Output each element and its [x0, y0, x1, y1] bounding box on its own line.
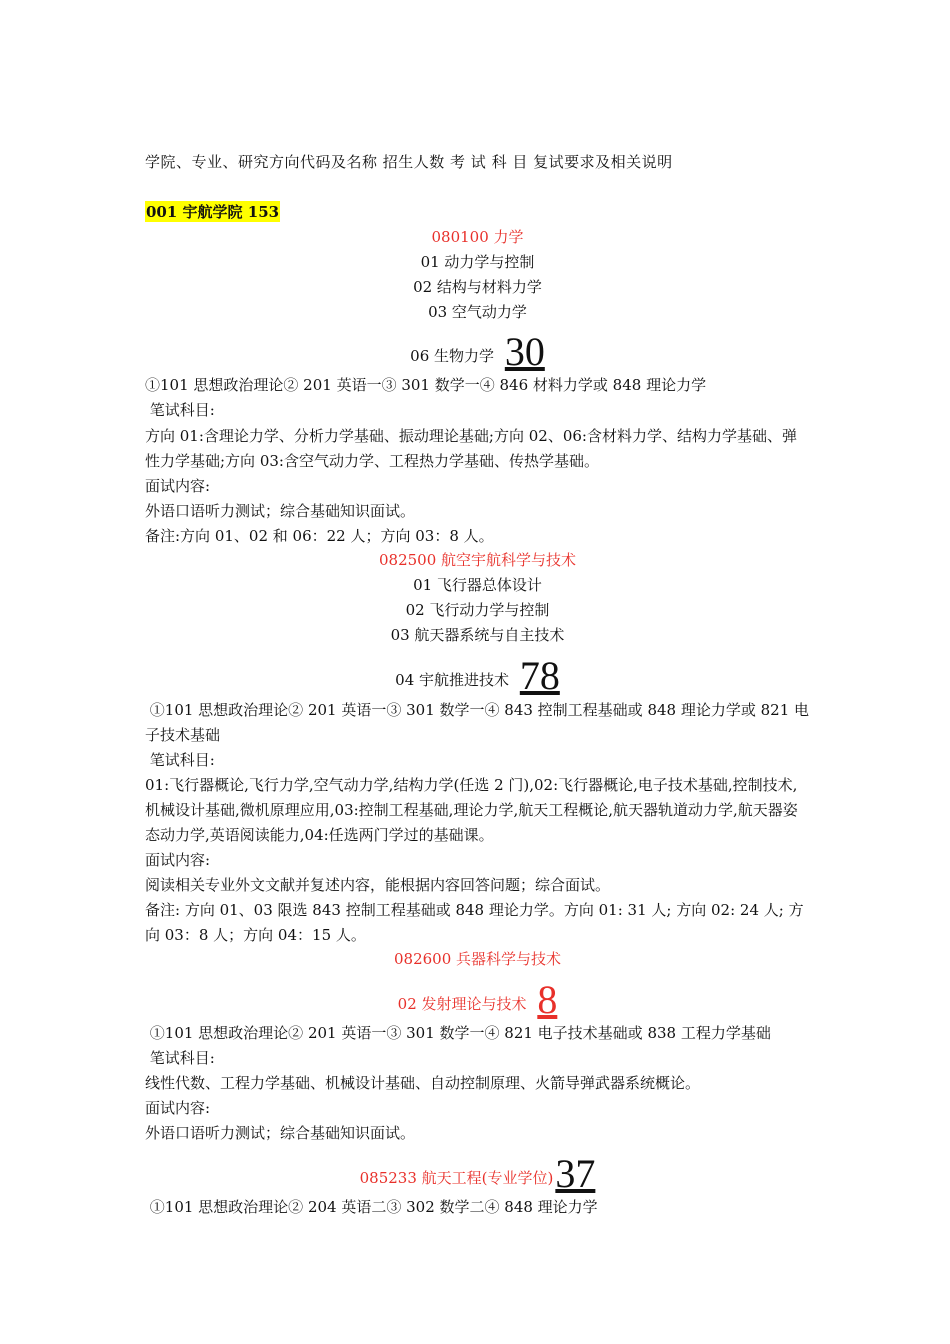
interview-content: 阅读相关专业外文文献并复述内容，能根据内容回答问题；综合面试。 — [145, 876, 611, 894]
major-title: 082600 兵器科学与技术 — [393, 950, 562, 968]
direction-with-count — [145, 976, 810, 1023]
note: 备注: 方向 01、03 限选 843 控制工程基础或 848 理论力学。方向 01: 31 人; 方向 02: 24 人; 方向 03：8 人；方向 04：15 人。 — [145, 901, 804, 944]
written-label: 笔试科目: — [145, 751, 215, 769]
college-title: 001 宇航学院 153 — [146, 203, 280, 221]
major-title: 082500 航空宇航科学与技术 — [378, 551, 577, 569]
direction: 02 发射理论与技术 — [397, 995, 527, 1013]
written-content: 01:飞行器概论,飞行力学,空气动力学,结构力学(任选 2 门),02:飞行器概论,电子技术基础,控制技术,机械设计基础,微机原理应用,03:控制工程基础,理论力学,航天工程概论,航天器轨道动力学,航天器姿态动力学,英语阅读能力,04:任选两门学过的基础课。 — [145, 776, 798, 844]
exam-subjects: ①101 思想政治理论② 201 英语一③ 301 数学一④ 846 材料力学或 848 理论力学 — [145, 376, 707, 394]
exam-subjects: ①101 思想政治理论② 201 英语一③ 301 数学一④ 821 电子技术基础或 838 工程力学基础 — [145, 1024, 771, 1042]
written-content: 方向 01:含理论力学、分析力学基础、振动理论基础;方向 02、06:含材料力学、结构力学基础、弹性力学基础;方向 03:含空气动力学、工程热力学基础、传热学基础。 — [145, 427, 797, 470]
written-label: 笔试科目: — [145, 1049, 215, 1067]
note: 备注:方向 01、02 和 06：22 人；方向 03：8 人。 — [145, 527, 494, 545]
interview-content: 外语口语听力测试；综合基础知识面试。 — [145, 502, 416, 520]
enrollment-count: 30 — [504, 329, 545, 374]
enrollment-count: 8 — [537, 977, 558, 1022]
interview-content: 外语口语听力测试；综合基础知识面试。 — [145, 1124, 416, 1142]
direction: 01 飞行器总体设计 — [413, 576, 542, 594]
direction: 03 航天器系统与自主技术 — [390, 626, 565, 644]
major-with-count — [145, 1150, 810, 1197]
direction-with-count — [145, 328, 810, 375]
major-title: 080100 力学 — [431, 228, 524, 246]
direction: 02 结构与材料力学 — [413, 278, 542, 296]
interview-label: 面试内容: — [145, 477, 211, 495]
table-header: 学院、专业、研究方向代码及名称 招生人数 考 试 科 目 复试要求及相关说明 — [145, 153, 673, 171]
enrollment-count: 78 — [519, 653, 560, 698]
major-title: 085233 航天工程(专业学位) — [359, 1169, 554, 1187]
written-content: 线性代数、工程力学基础、机械设计基础、自动控制原理、火箭导弹武器系统概论。 — [145, 1074, 701, 1092]
direction: 03 空气动力学 — [428, 303, 527, 321]
direction-with-count — [145, 652, 810, 699]
direction: 01 动力学与控制 — [420, 253, 535, 271]
direction: 02 飞行动力学与控制 — [405, 601, 550, 619]
interview-label: 面试内容: — [145, 851, 211, 869]
direction: 04 宇航推进技术 — [395, 671, 510, 689]
enrollment-count: 37 — [555, 1151, 596, 1196]
interview-label: 面试内容: — [145, 1099, 211, 1117]
direction: 06 生物力学 — [410, 347, 495, 365]
exam-subjects: ①101 思想政治理论② 204 英语二③ 302 数学二④ 848 理论力学 — [145, 1198, 598, 1216]
exam-subjects: ①101 思想政治理论② 201 英语一③ 301 数学一④ 843 控制工程基础或 848 理论力学或 821 电子技术基础 — [145, 701, 810, 744]
written-label: 笔试科目: — [145, 401, 215, 419]
